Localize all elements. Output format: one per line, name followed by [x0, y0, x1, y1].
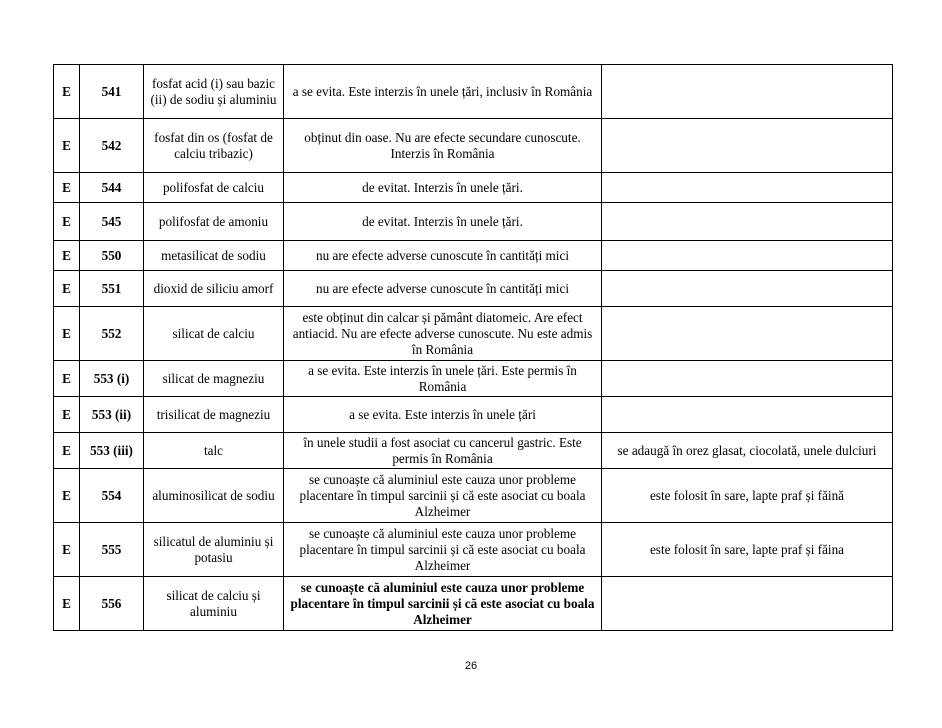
usage-cell [602, 173, 893, 203]
usage-cell [602, 361, 893, 397]
table-row [54, 173, 893, 203]
usage-cell [602, 271, 893, 307]
additive-name-cell: fosfat din os (fosfat de calciu tribazic) [144, 119, 284, 173]
e-prefix-cell: E [54, 307, 80, 361]
e-prefix-cell: E [54, 397, 80, 433]
remarks-cell: se cunoaște că aluminiul este cauza unor probleme placentare în timpul sarcinii și că este asociat cu boala Alzheimer [284, 577, 602, 631]
additive-code-cell: 555 [80, 523, 144, 577]
additive-code-cell: 545 [80, 203, 144, 241]
additive-name-cell: silicatul de aluminiu și potasiu [144, 523, 284, 577]
additive-name-cell: talc [144, 433, 284, 469]
additive-name-cell: polifosfat de amoniu [144, 203, 284, 241]
usage-cell: este folosit în sare, lapte praf și făina [602, 523, 893, 577]
remarks-cell: a se evita. Este interzis în unele țări, inclusiv în România [284, 65, 602, 119]
usage-cell [602, 203, 893, 241]
additive-code-cell: 544 [80, 173, 144, 203]
table-row [54, 307, 893, 361]
additive-code-cell: 553 (ii) [80, 397, 144, 433]
e-prefix-cell: E [54, 577, 80, 631]
additive-name-cell: silicat de calciu [144, 307, 284, 361]
remarks-cell: de evitat. Interzis în unele țări. [284, 173, 602, 203]
additive-name-cell: polifosfat de calciu [144, 173, 284, 203]
e-prefix-cell: E [54, 241, 80, 271]
usage-cell [602, 577, 893, 631]
e-prefix-cell: E [54, 119, 80, 173]
additive-code-cell: 553 (iii) [80, 433, 144, 469]
additive-name-cell: fosfat acid (i) sau bazic (ii) de sodiu și aluminiu [144, 65, 284, 119]
additive-code-cell: 542 [80, 119, 144, 173]
additive-name-cell: silicat de magneziu [144, 361, 284, 397]
remarks-cell: se cunoaște că aluminiul este cauza unor probleme placentare în timpul sarcinii și că este asociat cu boala Alzheimer [284, 523, 602, 577]
additive-name-cell: trisilicat de magneziu [144, 397, 284, 433]
table-row [54, 433, 893, 469]
additive-code-cell: 550 [80, 241, 144, 271]
remarks-cell: este obținut din calcar și pământ diatomeic. Are efect antiacid. Nu are efecte adverse cunoscute. Nu este admis în România [284, 307, 602, 361]
e-prefix-cell: E [54, 65, 80, 119]
usage-cell: este folosit în sare, lapte praf și făină [602, 469, 893, 523]
additive-code-cell: 541 [80, 65, 144, 119]
table-row [54, 469, 893, 523]
remarks-cell: obținut din oase. Nu are efecte secundare cunoscute. Interzis în România [284, 119, 602, 173]
table-row [54, 65, 893, 119]
e-prefix-cell: E [54, 433, 80, 469]
additive-code-cell: 552 [80, 307, 144, 361]
e-prefix-cell: E [54, 173, 80, 203]
additive-code-cell: 556 [80, 577, 144, 631]
remarks-cell: în unele studii a fost asociat cu cancerul gastric. Este permis în România [284, 433, 602, 469]
additive-name-cell: silicat de calciu și aluminiu [144, 577, 284, 631]
table-row [54, 271, 893, 307]
remarks-cell: nu are efecte adverse cunoscute în cantități mici [284, 271, 602, 307]
remarks-cell: de evitat. Interzis în unele țări. [284, 203, 602, 241]
usage-cell [602, 65, 893, 119]
e-prefix-cell: E [54, 203, 80, 241]
usage-cell [602, 119, 893, 173]
additives-table [53, 64, 893, 631]
usage-cell [602, 307, 893, 361]
remarks-cell: nu are efecte adverse cunoscute în cantități mici [284, 241, 602, 271]
remarks-cell: a se evita. Este interzis în unele țări. Este permis în România [284, 361, 602, 397]
table-row [54, 119, 893, 173]
e-prefix-cell: E [54, 361, 80, 397]
remarks-cell: se cunoaște că aluminiul este cauza unor probleme placentare în timpul sarcinii și că este asociat cu boala Alzheimer [284, 469, 602, 523]
table-row [54, 203, 893, 241]
usage-cell [602, 397, 893, 433]
usage-cell: se adaugă în orez glasat, ciocolată, unele dulciuri [602, 433, 893, 469]
e-prefix-cell: E [54, 271, 80, 307]
remarks-cell: a se evita. Este interzis în unele țări [284, 397, 602, 433]
e-prefix-cell: E [54, 523, 80, 577]
additive-code-cell: 554 [80, 469, 144, 523]
additive-name-cell: dioxid de siliciu amorf [144, 271, 284, 307]
additive-code-cell: 553 (i) [80, 361, 144, 397]
table-row [54, 577, 893, 631]
usage-cell [602, 241, 893, 271]
table-row [54, 397, 893, 433]
table-row [54, 241, 893, 271]
additive-name-cell: aluminosilicat de sodiu [144, 469, 284, 523]
table-row [54, 523, 893, 577]
table-row [54, 361, 893, 397]
e-prefix-cell: E [54, 469, 80, 523]
additive-name-cell: metasilicat de sodiu [144, 241, 284, 271]
additive-code-cell: 551 [80, 271, 144, 307]
page-number: 26 [464, 660, 478, 672]
